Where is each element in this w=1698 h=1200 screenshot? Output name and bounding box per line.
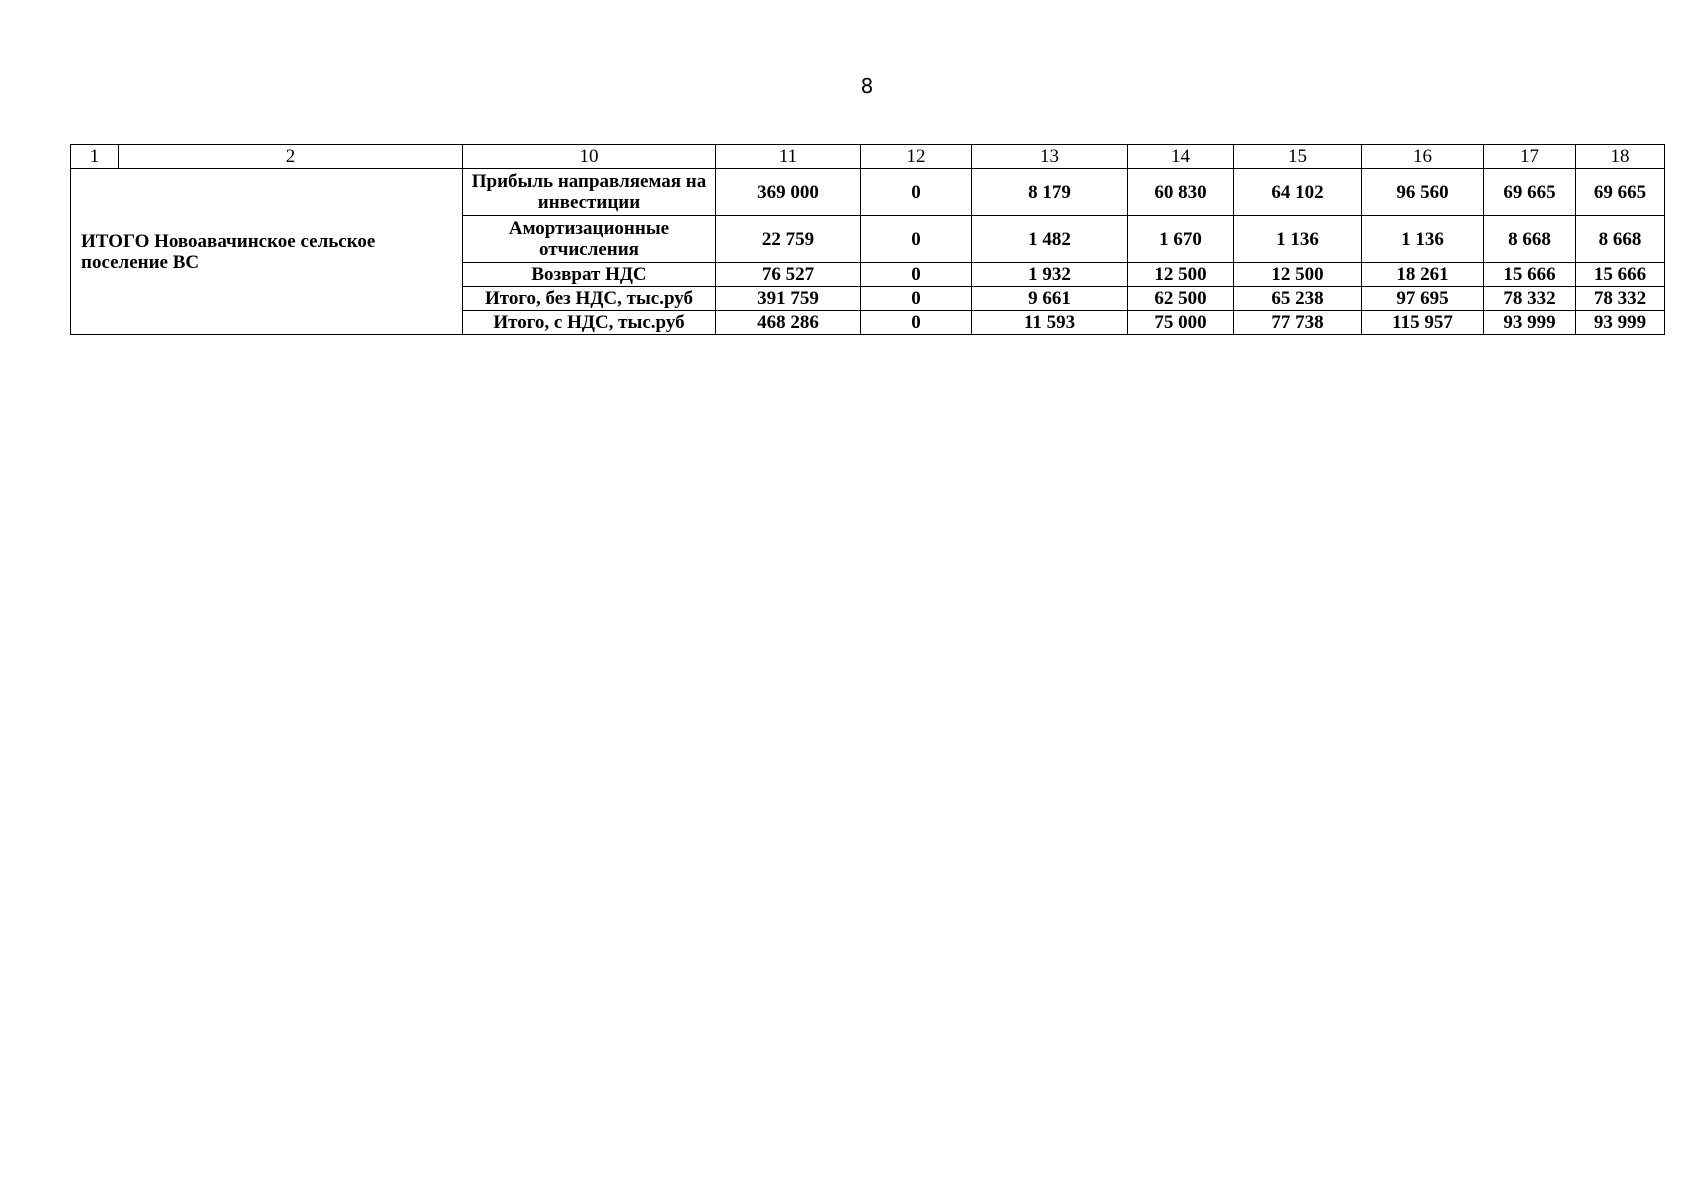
table-cell: 76 527 [716, 263, 861, 287]
row-label: Амортизационные отчисления [463, 216, 716, 263]
table-cell: 8 668 [1576, 216, 1665, 263]
investment-table [70, 144, 1665, 335]
header-cell: 12 [861, 145, 972, 169]
header-cell: 15 [1234, 145, 1362, 169]
table-cell: 18 261 [1362, 263, 1484, 287]
table-cell: 60 830 [1128, 169, 1234, 216]
table-cell: 15 666 [1484, 263, 1576, 287]
table-cell: 369 000 [716, 169, 861, 216]
table-cell: 0 [861, 287, 972, 311]
table-cell: 12 500 [1128, 263, 1234, 287]
header-cell: 2 [119, 145, 463, 169]
header-cell: 11 [716, 145, 861, 169]
header-cell: 1 [71, 145, 119, 169]
row-label: Возврат НДС [463, 263, 716, 287]
header-cell: 16 [1362, 145, 1484, 169]
page-number: 8 [860, 74, 874, 98]
table-cell: 1 932 [972, 263, 1128, 287]
table-cell: 0 [861, 311, 972, 335]
table-cell: 96 560 [1362, 169, 1484, 216]
table-cell: 97 695 [1362, 287, 1484, 311]
table-cell: 1 136 [1362, 216, 1484, 263]
header-cell: 17 [1484, 145, 1576, 169]
table-cell: 62 500 [1128, 287, 1234, 311]
table-cell: 1 136 [1234, 216, 1362, 263]
table-cell: 8 668 [1484, 216, 1576, 263]
table-cell: 65 238 [1234, 287, 1362, 311]
table-cell: 12 500 [1234, 263, 1362, 287]
table-cell: 69 665 [1484, 169, 1576, 216]
header-cell: 13 [972, 145, 1128, 169]
table-cell: 468 286 [716, 311, 861, 335]
table-cell: 77 738 [1234, 311, 1362, 335]
table-header-row [71, 145, 1665, 169]
table-cell: 93 999 [1576, 311, 1665, 335]
region-label: ИТОГО Новоавачинское сельское поселение ВС [71, 169, 463, 335]
table-cell: 64 102 [1234, 169, 1362, 216]
table-cell: 391 759 [716, 287, 861, 311]
row-label: Прибыль направляемая на инвестиции [463, 169, 716, 216]
header-cell: 14 [1128, 145, 1234, 169]
table-cell: 78 332 [1576, 287, 1665, 311]
table-row [71, 169, 1665, 216]
table-cell: 75 000 [1128, 311, 1234, 335]
table-cell: 69 665 [1576, 169, 1665, 216]
table-cell: 22 759 [716, 216, 861, 263]
header-cell: 10 [463, 145, 716, 169]
row-label: Итого, без НДС, тыс.руб [463, 287, 716, 311]
table-cell: 0 [861, 216, 972, 263]
table-cell: 0 [861, 263, 972, 287]
table-cell: 93 999 [1484, 311, 1576, 335]
table-cell: 8 179 [972, 169, 1128, 216]
table-cell: 0 [861, 169, 972, 216]
row-label: Итого, с НДС, тыс.руб [463, 311, 716, 335]
table-cell: 9 661 [972, 287, 1128, 311]
table-cell: 115 957 [1362, 311, 1484, 335]
table-cell: 15 666 [1576, 263, 1665, 287]
table-cell: 11 593 [972, 311, 1128, 335]
table-cell: 1 670 [1128, 216, 1234, 263]
table-cell: 1 482 [972, 216, 1128, 263]
table-cell: 78 332 [1484, 287, 1576, 311]
header-cell: 18 [1576, 145, 1665, 169]
